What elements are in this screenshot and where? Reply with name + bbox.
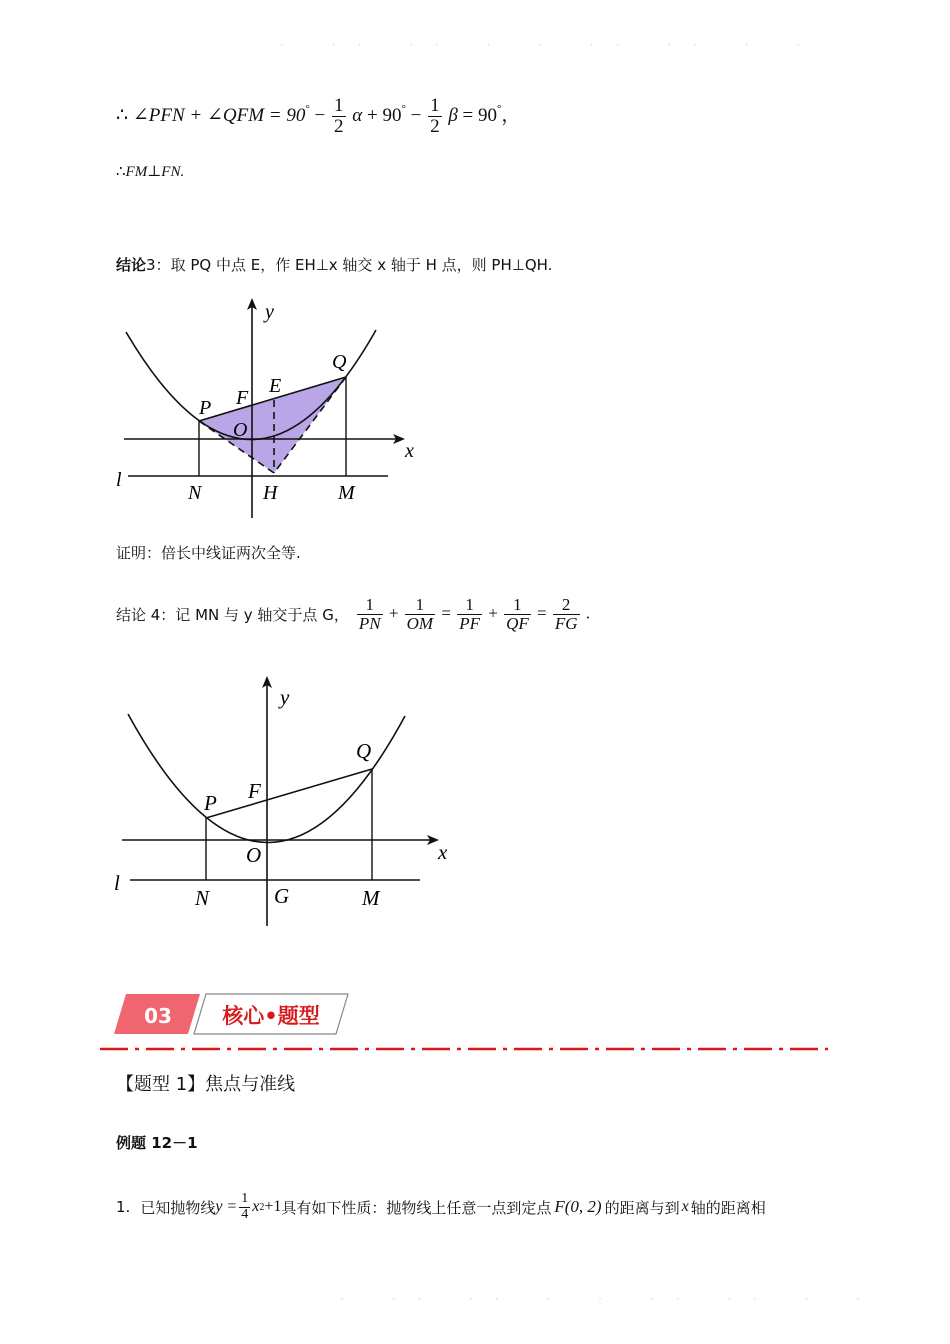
section-title: 核心•题型 [222, 1004, 320, 1028]
therefore-symbol: ∴ [116, 104, 129, 126]
fraction-2-fg [553, 596, 580, 633]
frac-denominator: FG [554, 613, 578, 633]
fm-perp-fn: FM⊥FN. [125, 164, 185, 180]
equals-ninety: = 90 [462, 104, 498, 126]
therefore-symbol: ∴ [116, 164, 126, 180]
section-divider [100, 1044, 830, 1054]
conclusion-label: 结论 [116, 256, 147, 274]
frac-denominator: 2 [430, 115, 440, 137]
frac-numerator: 2 [553, 596, 580, 615]
section-banner [112, 990, 352, 1036]
frac-numerator: 1 [457, 596, 482, 615]
frac-denominator: PN [358, 613, 381, 633]
problem-text-d: 轴的距离相 [690, 1198, 766, 1217]
operator: + [388, 603, 399, 623]
frac-numerator: 1 [241, 1191, 249, 1206]
frac-denominator: QF [506, 613, 529, 633]
figure-2-parabola-chord [100, 672, 470, 932]
conclusion-number: 3： [146, 256, 171, 274]
frac-denominator: 4 [241, 1206, 249, 1222]
frac-denominator: OM [406, 613, 434, 633]
frac-numerator: 1 [430, 95, 440, 116]
label-p: P [199, 397, 212, 419]
label-e: E [269, 375, 282, 397]
label-f: F [248, 779, 261, 803]
label-y: y [280, 685, 290, 709]
frac-denominator: PF [459, 613, 480, 633]
label-m: M [362, 886, 380, 910]
label-q: Q [356, 739, 372, 763]
faint-footer: · ·· ·· · · ·· ·· · · [340, 1292, 883, 1306]
label-l: l [116, 469, 122, 491]
operator: + [488, 603, 498, 623]
frac-numerator: 1 [334, 95, 344, 116]
label-o: O [246, 843, 262, 867]
beta-symbol: β [448, 104, 458, 126]
label-x: x [405, 440, 414, 462]
x-variable: x [252, 1198, 260, 1216]
comma: ， [501, 104, 521, 126]
problem-text-b: 具有如下性质：抛物线上任意一点到定点 [281, 1198, 552, 1217]
fraction-1-pn [357, 596, 383, 633]
problem-1 [116, 1192, 766, 1222]
alpha-symbol: α [352, 104, 363, 126]
question-type-heading: 【题型 1】焦点与准线 [116, 1074, 296, 1095]
equation-perpendicular [116, 162, 184, 181]
label-y: y [265, 301, 274, 323]
frac-denominator: 2 [334, 115, 344, 137]
half-fraction [428, 96, 442, 137]
minus-sign: − [314, 104, 326, 126]
frac-numerator: 1 [405, 596, 435, 615]
x-variable: x [681, 1198, 689, 1216]
frac-numerator: 1 [357, 596, 383, 615]
operator: = [537, 603, 547, 623]
conclusion-4-formula [355, 596, 590, 633]
degree-mark: ° [497, 102, 502, 115]
conclusion-3 [116, 254, 552, 275]
period: . [585, 603, 591, 623]
fraction-1-pf [457, 596, 482, 633]
figure-1-parabola-midpoint [100, 290, 430, 530]
label-h: H [263, 482, 278, 504]
proof-3: 证明：倍长中线证两次全等. [116, 544, 301, 562]
example-label: 例题 12－1 [116, 1134, 198, 1152]
quarter-fraction [239, 1192, 250, 1222]
label-f: F [236, 387, 249, 409]
degree-mark: ° [305, 102, 310, 115]
label-q: Q [332, 351, 347, 373]
fraction-1-om [405, 596, 435, 633]
label-l: l [114, 871, 120, 895]
section-number: 03 [144, 1004, 172, 1028]
plus-ninety: + 90 [366, 104, 402, 126]
conclusion-text: 取 PQ 中点 E，作 EH⊥x 轴交 x 轴于 H 点，则 PH⊥QH. [170, 256, 553, 274]
chord-pq [206, 769, 372, 818]
label-o: O [233, 419, 248, 441]
half-fraction [332, 96, 346, 137]
label-p: P [204, 791, 217, 815]
frac-numerator: 1 [504, 596, 531, 615]
y-equals: y = [215, 1198, 238, 1216]
exponent: 2 [259, 1201, 265, 1213]
plus-one: +1 [264, 1198, 282, 1216]
fixed-point-f: F(0, 2) [554, 1197, 602, 1217]
problem-number: 1. [116, 1198, 131, 1217]
minus-sign: − [410, 104, 422, 126]
conclusion-4 [116, 596, 590, 633]
faint-header: · ·· ·· · · ·· ·· · · [280, 38, 823, 52]
conclusion-4-prefix: 结论 4：记 MN 与 y 轴交于点 G， [116, 605, 349, 624]
label-m: M [338, 482, 355, 504]
problem-text-a: 已知抛物线 [140, 1198, 216, 1217]
degree-mark: ° [401, 102, 406, 115]
label-g: G [274, 884, 290, 908]
operator: = [441, 603, 451, 623]
angle-sum-lhs: ∠PFN + ∠QFM = 90 [132, 104, 306, 126]
problem-text-c: 的距离与到 [604, 1198, 680, 1217]
equation-angle-sum [116, 96, 520, 137]
label-x: x [438, 840, 448, 864]
label-n: N [195, 886, 210, 910]
fraction-1-qf [504, 596, 531, 633]
label-n: N [188, 482, 202, 504]
